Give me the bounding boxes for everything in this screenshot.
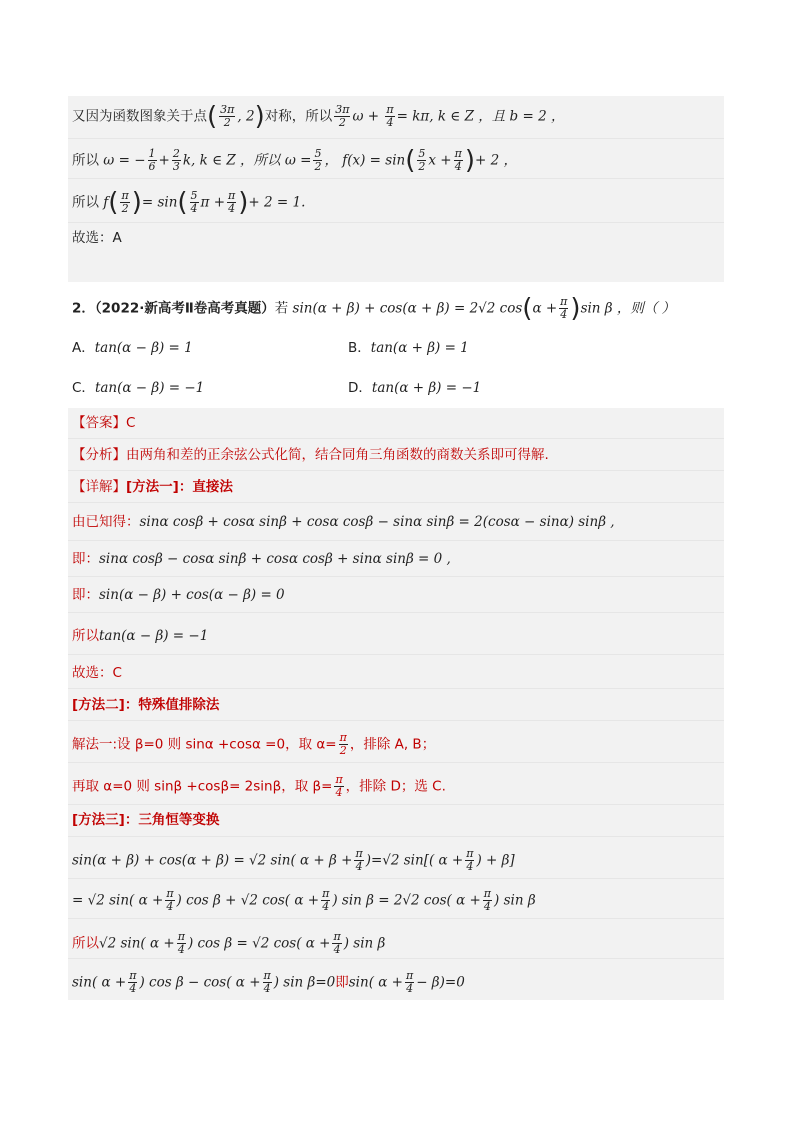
text: 即： [72, 587, 99, 603]
text: = √2 sin( α + [72, 892, 164, 909]
num: π [121, 189, 129, 202]
num: 3π [335, 103, 350, 116]
text: ，排除 A, B； [349, 736, 436, 753]
divider [68, 576, 724, 577]
fraction [177, 931, 186, 956]
text: 即 [335, 974, 349, 991]
text: + 2 = 1. [248, 194, 306, 211]
num: 5 [314, 147, 322, 160]
m1-line2 [72, 549, 451, 569]
fraction [483, 888, 492, 913]
paren: ) [131, 187, 142, 218]
option-label: A． [72, 340, 95, 356]
num: π [129, 969, 137, 982]
fraction [339, 732, 348, 757]
fraction [313, 148, 322, 173]
text: sinα cosβ + cosα sinβ + cosα cosβ − sinα sinβ = 2(cosα − sinα) sinβ , [139, 514, 615, 530]
m1-line3 [72, 585, 285, 605]
text: 解法一:设 β=0 则 sinα +cosα =0，取 α= [72, 736, 337, 753]
num: π [454, 147, 462, 160]
num: 5 [190, 189, 198, 202]
num: π [405, 969, 414, 982]
text: π + [200, 194, 226, 211]
method-heading: [方法一]：直接法 [126, 479, 233, 495]
den: 2 [418, 160, 426, 173]
text: − β)=0 [416, 974, 465, 991]
divider [68, 804, 724, 805]
text: 即： [72, 551, 99, 567]
text: tan(α − β) = −1 [99, 628, 209, 644]
divider [68, 502, 724, 503]
divider [68, 720, 724, 721]
text: + [158, 152, 170, 169]
fraction [385, 104, 394, 129]
text: sin( α + [348, 974, 403, 991]
den: 2 [121, 202, 129, 215]
text: ， f(x) = sin [324, 152, 406, 169]
text: 再取 α=0 则 sinβ +cosβ= 2sinβ，取 β= [72, 778, 333, 795]
detail-tag: 【详解】 [72, 479, 126, 495]
m1-line4 [72, 626, 208, 646]
method3-heading [72, 810, 219, 830]
text: ) sin β = 2√2 cos( α + [332, 892, 481, 909]
option-a[interactable] [72, 338, 193, 358]
num: π [560, 295, 568, 308]
den: 4 [190, 202, 198, 215]
divider [68, 222, 724, 223]
answer-value: C [126, 415, 136, 431]
text: = kπ, k ∈ Z ，且 b = 2 ， [396, 108, 565, 125]
option-expr: tan(α + β) = −1 [371, 380, 482, 396]
text: ) sin β [494, 892, 536, 909]
fraction [219, 104, 235, 129]
paren: ) [238, 187, 249, 218]
text: ) sin β=0 [273, 974, 336, 991]
option-expr: tan(α − β) = −1 [94, 380, 205, 396]
num: π [386, 103, 394, 116]
text: )=√2 sin[( α + [365, 852, 464, 869]
option-b[interactable] [348, 338, 469, 358]
num: 3π [220, 103, 235, 116]
den: 4 [386, 116, 394, 129]
text: 所以 [72, 152, 99, 169]
den: 4 [406, 982, 414, 995]
option-label: B． [348, 340, 371, 356]
text: 故选：A [72, 230, 122, 246]
text: ，排除 D；选 C. [345, 778, 446, 795]
fraction [190, 190, 199, 215]
den: 4 [335, 786, 343, 799]
divider [68, 178, 724, 179]
m3-line2 [72, 888, 536, 913]
fraction [332, 931, 341, 956]
analysis-line [72, 445, 549, 465]
num: π [177, 930, 185, 943]
m3-line3 [72, 931, 385, 956]
paren: ( [108, 187, 119, 218]
den: 2 [338, 116, 346, 129]
m1-answer [72, 663, 122, 683]
block1-line1 [72, 101, 565, 132]
m3-line1 [72, 848, 515, 873]
text: ) cos β = √2 cos( α + [187, 935, 331, 952]
text: sinα cosβ − cosα sinβ + cosα cosβ + sinα sinβ = 0 , [99, 551, 451, 567]
text: ) + β] [476, 852, 515, 869]
den: 4 [322, 900, 330, 913]
fraction [405, 970, 414, 995]
analysis-tag: 【分析】 [72, 447, 126, 463]
den: 2 [339, 744, 347, 757]
divider [68, 762, 724, 763]
m2-line1 [72, 732, 435, 757]
text: f [103, 194, 109, 211]
option-d[interactable] [348, 378, 481, 398]
divider [68, 470, 724, 471]
paren: ( [522, 293, 533, 324]
divider [68, 138, 724, 139]
num: π [263, 969, 271, 982]
paren: ) [464, 145, 475, 176]
question-stem [72, 293, 676, 324]
divider [68, 878, 724, 879]
num: π [355, 847, 363, 860]
fraction [128, 970, 137, 995]
fraction [354, 848, 363, 873]
text: sin( α + [72, 974, 127, 991]
divider [68, 612, 724, 613]
fraction [165, 888, 174, 913]
den: 3 [172, 160, 180, 173]
num: π [335, 773, 343, 786]
text: 又因为函数图象关于点 [72, 108, 207, 125]
block1-line3 [72, 187, 306, 218]
text: √2 sin( α + [99, 935, 175, 952]
question-number: 2． [72, 300, 95, 317]
text: ω = [284, 152, 312, 169]
den: 4 [177, 943, 185, 956]
text: 所以 [72, 628, 99, 644]
fraction [148, 148, 157, 173]
divider [68, 918, 724, 919]
num: π [228, 189, 236, 202]
fraction [172, 148, 181, 173]
num: π [339, 731, 347, 744]
fraction [334, 774, 343, 799]
text: + 2 ， [475, 152, 517, 169]
den: 4 [483, 900, 491, 913]
paren: ( [207, 101, 218, 132]
paren: ) [570, 293, 581, 324]
fraction [334, 104, 350, 129]
num: 1 [148, 147, 156, 160]
text: ) cos β − cos( α + [139, 974, 261, 991]
fraction [465, 848, 474, 873]
option-expr: tan(α + β) = 1 [370, 340, 469, 356]
den: 4 [228, 202, 236, 215]
den: 2 [314, 160, 322, 173]
text: α + [532, 300, 558, 317]
m2-line2 [72, 774, 446, 799]
den: 2 [223, 116, 231, 129]
divider [68, 688, 724, 689]
option-label: C． [72, 380, 95, 396]
text: ) cos β + √2 cos( α + [176, 892, 320, 909]
method2-heading [72, 695, 219, 715]
fraction [454, 148, 463, 173]
fraction [120, 190, 129, 215]
divider [68, 540, 724, 541]
fraction [321, 888, 330, 913]
text: 若 [274, 300, 289, 317]
fraction [559, 296, 568, 321]
text: 对称，所以 [264, 108, 333, 125]
divider [68, 958, 724, 959]
den: 4 [333, 943, 341, 956]
text: 由已知得： [72, 514, 140, 530]
option-expr: tan(α − β) = 1 [94, 340, 193, 356]
fraction [263, 970, 272, 995]
text: sin(α − β) + cos(α − β) = 0 [99, 587, 285, 603]
text: sin(α + β) + cos(α + β) = √2 sin( α + β + [72, 852, 353, 869]
den: 6 [148, 160, 156, 173]
num: π [322, 887, 330, 900]
den: 4 [454, 160, 462, 173]
divider [68, 438, 724, 439]
fraction [417, 148, 426, 173]
analysis-text: 由两角和差的正余弦公式化简，结合同角三角函数的商数关系即可得解. [126, 447, 549, 463]
divider [68, 654, 724, 655]
method-heading: [方法三]：三角恒等变换 [72, 812, 220, 828]
text: sin(α + β) + cos(α + β) = 2√2 cos [292, 300, 523, 317]
text: 所以 [72, 194, 99, 211]
divider [68, 836, 724, 837]
den: 4 [466, 860, 474, 873]
text: ) sin β [343, 935, 386, 952]
text: x + [428, 152, 452, 169]
block1-line2 [72, 145, 517, 176]
answer-line [72, 413, 135, 433]
den: 4 [263, 982, 271, 995]
text: 故选：C [72, 665, 122, 681]
num: π [483, 887, 492, 900]
option-label: D． [348, 380, 372, 396]
method-heading: [方法二]：特殊值排除法 [72, 697, 220, 713]
option-c[interactable] [72, 378, 204, 398]
paren: ( [177, 187, 188, 218]
detail-line [72, 477, 233, 497]
num: 5 [418, 147, 426, 160]
paren: ) [254, 101, 265, 132]
question-source: （2022·新高考Ⅱ卷高考真题） [94, 300, 275, 317]
num: π [166, 887, 174, 900]
text: ω = − [103, 152, 146, 169]
text: 所以 [72, 935, 99, 952]
block1-answer [72, 228, 122, 248]
den: 4 [355, 860, 363, 873]
num: 2 [172, 147, 180, 160]
text: sin β ，则（ ） [580, 300, 676, 317]
den: 4 [560, 308, 568, 321]
paren: ( [405, 145, 416, 176]
den: 4 [166, 900, 174, 913]
den: 4 [129, 982, 137, 995]
m3-line4 [72, 970, 465, 995]
text: , 2 [237, 108, 255, 125]
num: π [466, 847, 474, 860]
m1-line1 [72, 512, 615, 532]
fraction [227, 190, 236, 215]
answer-tag: 【答案】 [72, 415, 126, 431]
text: k, k ∈ Z ，所以 [182, 152, 281, 169]
num: π [333, 930, 341, 943]
text: = sin [141, 194, 178, 211]
text: ω + [352, 108, 384, 125]
